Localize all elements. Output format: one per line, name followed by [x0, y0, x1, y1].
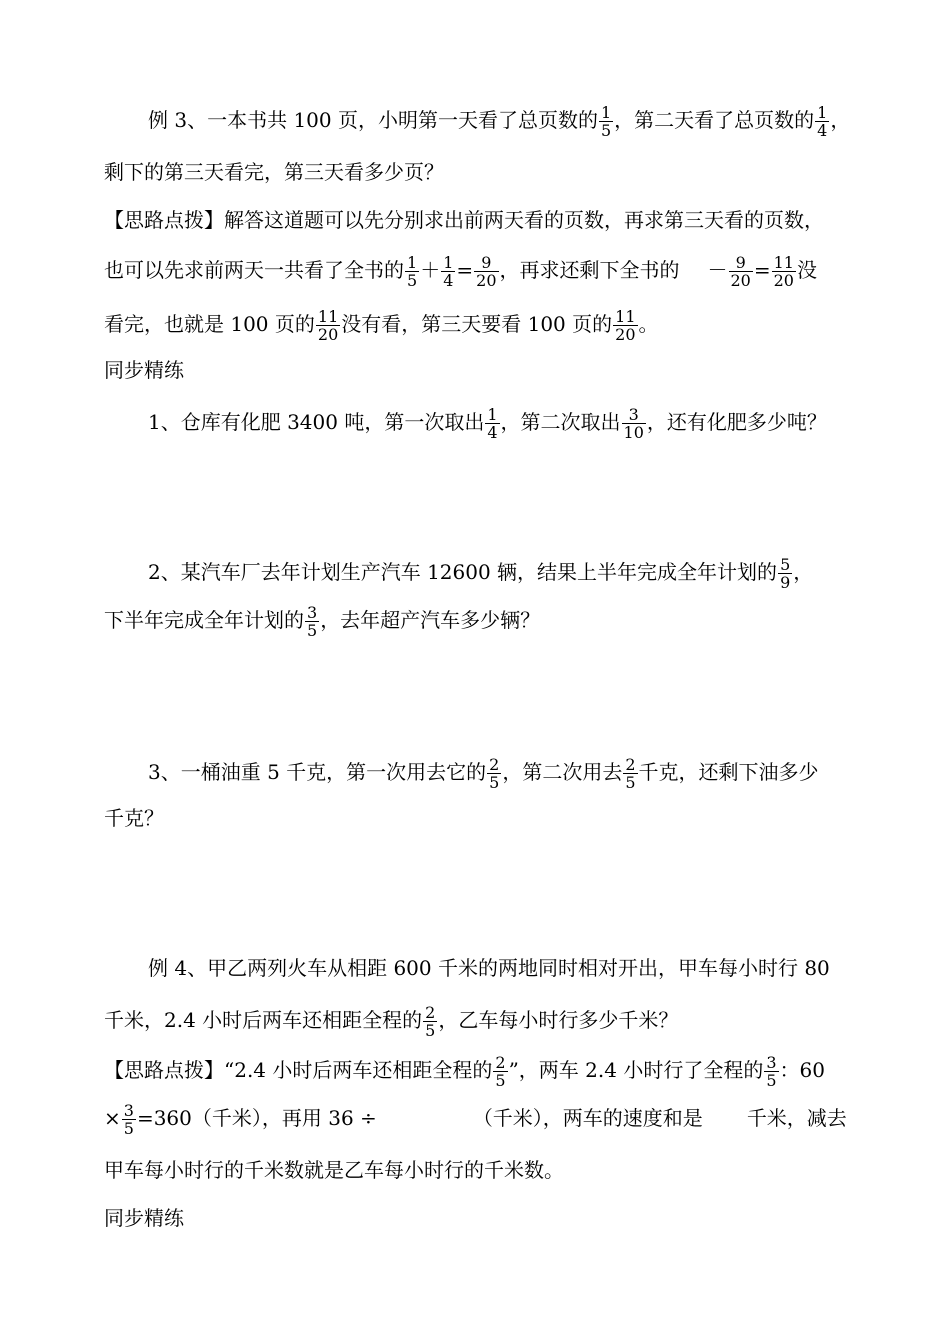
question-2-line2	[104, 604, 540, 639]
example4-hint-line3	[104, 1158, 564, 1182]
section-title: 同步精练	[104, 1206, 184, 1230]
fraction: $\frac{2}{5}$	[425, 1003, 436, 1040]
text: 也可以先求前两天一共看了全书的	[104, 258, 404, 282]
text: ×	[104, 1106, 121, 1130]
fraction: $\frac{3}{10}$	[623, 405, 644, 442]
fraction: $\frac{9}{20}$	[476, 253, 497, 290]
text: 3、一桶油重 5 千克，第一次用去它的	[148, 760, 487, 784]
fraction: $\frac{11}{20}$	[773, 253, 794, 290]
text: －	[707, 258, 728, 282]
text: ，第二天看了总页数的	[614, 108, 815, 132]
text: =	[456, 258, 474, 282]
text: ＋	[420, 258, 441, 282]
fraction: $\frac{3}{5}$	[123, 1101, 134, 1138]
section-title: 同步精练	[104, 358, 184, 382]
text: 。	[638, 312, 659, 336]
text: =	[753, 258, 771, 282]
question-2-line1	[148, 556, 813, 591]
question-3-line1	[148, 756, 819, 791]
fraction: $\frac{1}{4}$	[443, 253, 454, 290]
fraction: $\frac{3}{5}$	[307, 603, 318, 640]
example3-hint-line2	[104, 254, 817, 289]
fraction: $\frac{2}{5}$	[489, 755, 500, 792]
text: ，	[830, 108, 851, 132]
text: 例 4、甲乙两列火车从相距 600 千米的两地同时相对开出，甲车每小时行 80	[148, 956, 830, 980]
fraction: $\frac{3}{5}$	[766, 1053, 777, 1090]
fraction: $\frac{1}{5}$	[407, 253, 418, 290]
fraction: $\frac{1}{5}$	[600, 103, 612, 140]
example4-hint-line2	[104, 1102, 847, 1137]
text: 看完，也就是 100 页的	[104, 312, 315, 336]
text: 甲车每小时行的千米数就是乙车每小时行的千米数。	[104, 1158, 564, 1182]
text: ：60	[779, 1058, 825, 1082]
fraction: $\frac{1}{4}$	[817, 103, 828, 140]
example3-hint-line3	[104, 308, 659, 343]
text: 2、某汽车厂去年计划生产汽车 12600 辆，结果上半年完成全年计划的	[148, 560, 778, 584]
example4-line2	[104, 1004, 678, 1039]
hint-label: 【思路点拨】	[104, 208, 224, 232]
fraction: $\frac{9}{20}$	[730, 253, 751, 290]
fraction: $\frac{2}{5}$	[495, 1053, 506, 1090]
text: ，还有化肥多少吨？	[646, 410, 827, 434]
hint-label: 【思路点拨】	[104, 1058, 224, 1082]
text: 下半年完成全年计划的	[104, 608, 304, 632]
text: =360（千米），再用 36 ÷	[136, 1106, 377, 1130]
text: 千米，减去	[746, 1106, 847, 1130]
text: 剩下的第三天看完，第三天看多少页？	[104, 160, 444, 184]
text: ，再求还剩下全书的	[499, 258, 680, 282]
fraction: $\frac{1}{4}$	[487, 405, 498, 442]
text: 例 3、一本书共 100 页，小明第一天看了总页数的	[148, 108, 598, 132]
text: （千米），两车的速度和是	[472, 1106, 703, 1130]
question-3-line2	[104, 806, 164, 830]
text: 没有看，第三天要看 100 页的	[341, 312, 613, 336]
fraction: $\frac{11}{20}$	[317, 307, 339, 344]
example3-line1	[148, 104, 850, 139]
text: 千米，2.4 小时后两车还相距全程的	[104, 1008, 423, 1032]
text: ，	[793, 560, 814, 584]
fraction: $\frac{2}{5}$	[625, 755, 636, 792]
text: 千克，还剩下油多少	[638, 760, 819, 784]
example3-hint-line1	[104, 208, 824, 232]
text: ，第二次取出	[500, 410, 621, 434]
text: ”，两车 2.4 小时行了全程的	[508, 1058, 764, 1082]
text: ，去年超产汽车多少辆？	[320, 608, 541, 632]
text: 没	[796, 258, 817, 282]
text: 千克？	[104, 806, 164, 830]
text: 解答这道题可以先分别求出前两天看的页数，再求第三天看的页数，	[224, 208, 824, 232]
example4-hint-line1	[104, 1054, 825, 1089]
text: ，第二次用去	[502, 760, 623, 784]
fraction: $\frac{11}{20}$	[615, 307, 636, 344]
example3-line2	[104, 160, 444, 184]
text: 1、仓库有化肥 3400 吨，第一次取出	[148, 410, 485, 434]
fraction: $\frac{5}{9}$	[780, 555, 791, 592]
question-1	[148, 406, 827, 441]
text: ，乙车每小时行多少千米？	[438, 1008, 679, 1032]
text: “2.4 小时后两车还相距全程的	[224, 1058, 493, 1082]
example4-line1	[148, 956, 830, 980]
